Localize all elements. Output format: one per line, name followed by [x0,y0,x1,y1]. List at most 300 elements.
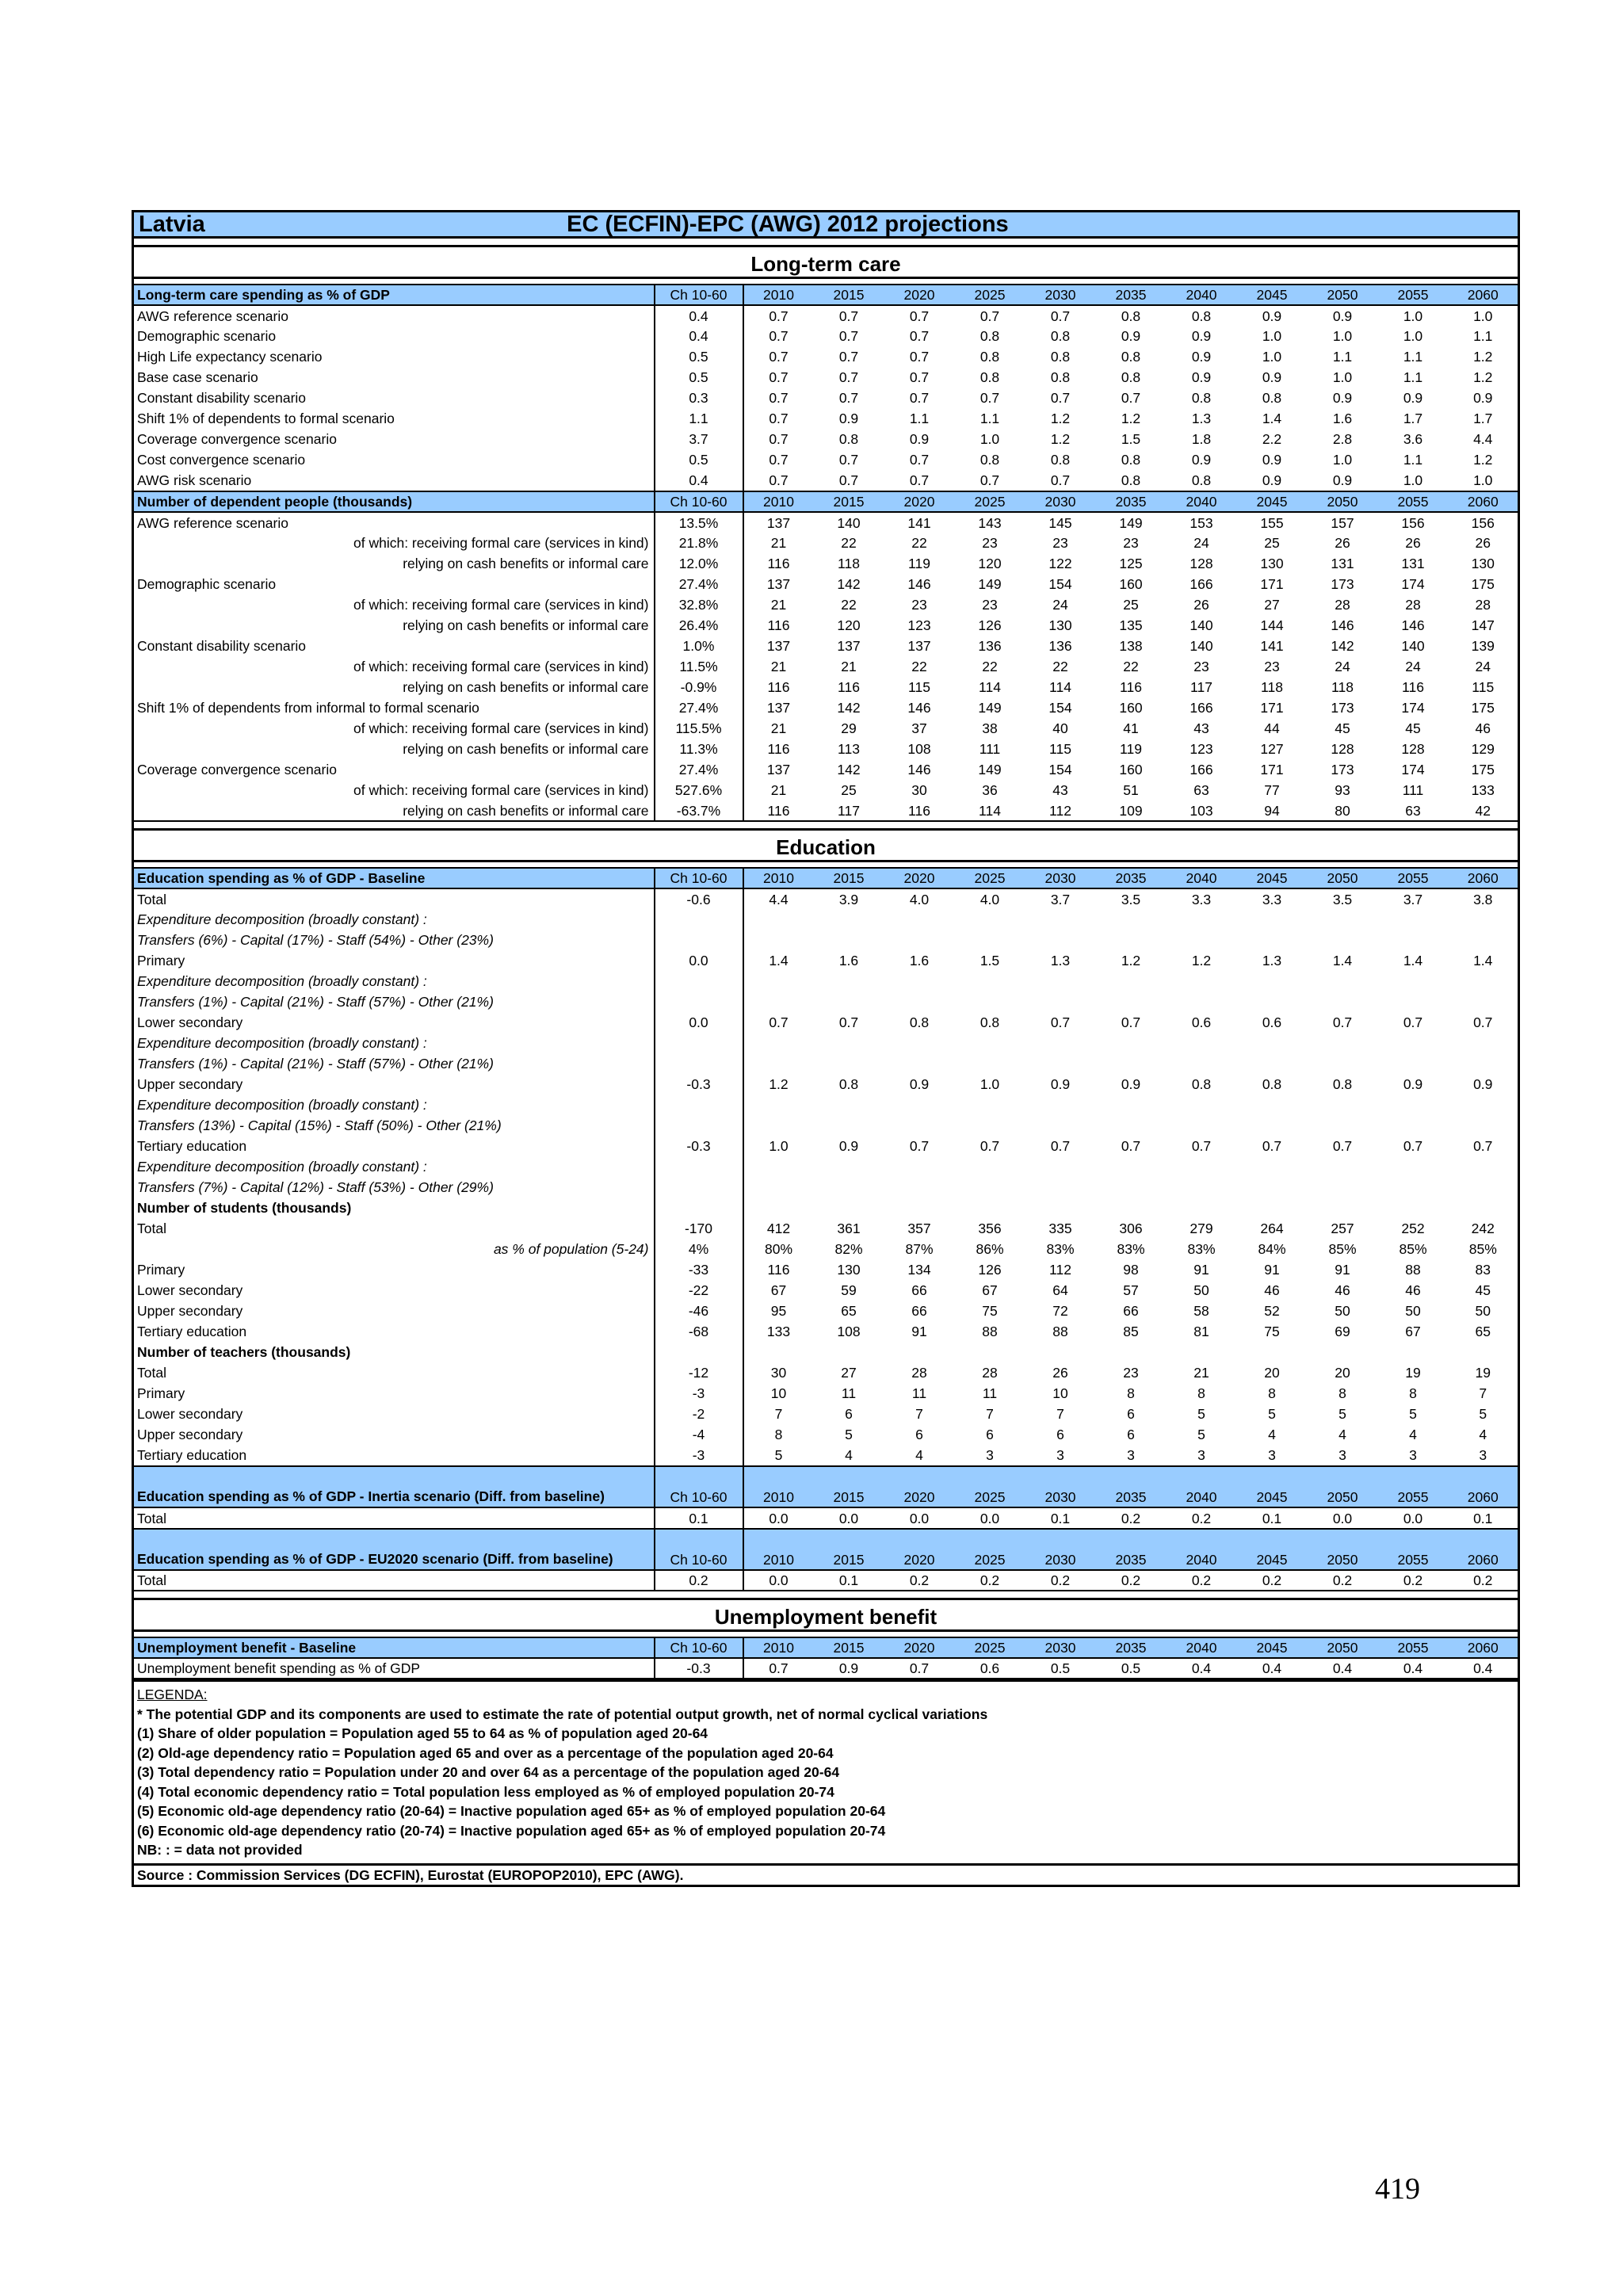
cell-value: 0.1 [1473,1510,1493,1526]
cell-value [884,1095,955,1115]
row-label: Tertiary education [137,1447,247,1463]
cell-value: 3.7 [655,429,743,449]
cell-value [1167,1053,1237,1074]
table-row [133,408,1519,429]
cell-value [884,909,955,930]
row-label: Demographic scenario [137,576,277,592]
cell-value [1096,1053,1167,1074]
cell-value: 154 [1048,700,1072,716]
cell-value: 1.0 [1403,472,1423,488]
cell-value: 67 [770,1282,787,1298]
column-header: 2020 [884,1637,955,1658]
row-label: Transfers (7%) - Capital (12%) - Staff (53%) - Other (29%) [137,1179,494,1195]
cell-value: 46 [1264,1282,1280,1298]
row-label: Lower secondary [137,1014,243,1030]
cell-value: 0.7 [743,1658,814,1679]
cell-value [1237,1095,1308,1115]
cell-value: 1.0 [1403,328,1423,344]
cell-value: 83% [1187,1241,1216,1257]
cell-value: 21 [841,659,857,674]
cell-value: 146 [1331,617,1354,633]
cell-value: 0.6 [1262,1014,1282,1030]
cell-value: 0.8 [1121,349,1141,365]
cell-value: 128 [1401,741,1425,757]
table-row [133,553,1519,574]
row-label: Upper secondary [137,1303,243,1319]
column-header: 2020 [884,1466,955,1507]
cell-value: 21 [770,720,787,736]
cell-value: 1.2 [1050,431,1071,447]
cell-value: 4 [1268,1427,1276,1442]
cell-value: 137 [907,638,931,654]
row-label: AWG reference scenario [137,308,288,324]
cell-value: 24 [1475,659,1491,674]
table-row [133,1095,1519,1115]
cell-value: 0.7 [1121,1138,1141,1154]
cell-value: 115.5% [655,718,743,739]
cell-value: 0.0 [1332,1510,1353,1526]
legend-line: (2) Old-age dependency ratio = Population aged 65 and over as a percentage of the population aged 20-64 [137,1744,834,1761]
cell-value: 135 [1119,617,1143,633]
cell-value: 24 [1405,659,1421,674]
cell-value: 0.2 [655,1570,743,1591]
cell-value: 3.5 [1332,891,1353,907]
cell-value: 26 [1475,535,1491,551]
table-row [133,930,1519,950]
cell-value: 116 [1120,679,1142,695]
cell-value: 116 [767,1262,790,1278]
cell-value: 0.7 [1191,1138,1212,1154]
cell-value: 8 [1197,1385,1205,1401]
cell-value [1449,1053,1519,1074]
cell-value: 3 [1479,1447,1487,1463]
cell-value: 23 [1123,1365,1139,1381]
cell-value: 6 [1056,1427,1064,1442]
column-header: 2040 [1167,868,1237,888]
source-note: Source : Commission Services (DG ECFIN), Eurostat (EUROPOP2010), EPC (AWG). [132,1866,1520,1887]
column-header: 2055 [1378,1466,1449,1507]
cell-value [1237,909,1308,930]
row-label: Lower secondary [137,1282,243,1298]
column-header: 2010 [743,1529,814,1570]
cell-value: 120 [978,556,1002,571]
cell-value: 123 [1190,741,1213,757]
cell-value: 4 [1409,1427,1417,1442]
cell-value: 0.8 [1050,452,1071,468]
cell-value: 1.0% [655,636,743,656]
cell-value: 0.9 [1191,328,1212,344]
table-header-row [133,285,1519,305]
cell-value: 50 [1475,1303,1491,1319]
row-label: relying on cash benefits or informal care [133,800,655,821]
cell-value: 0.9 [838,1138,859,1154]
cell-value: 0.9 [1262,472,1282,488]
cell-value: 116 [767,679,790,695]
cell-value [1025,991,1096,1012]
cell-value: -63.7% [655,800,743,821]
cell-value: 20 [1335,1365,1350,1381]
cell-value: 21 [770,597,787,613]
cell-value: 0.9 [838,411,859,426]
cell-value [955,1115,1025,1136]
column-header: 2020 [884,1529,955,1570]
cell-value: 0.9 [1191,369,1212,385]
cell-value: 0.7 [1050,308,1071,324]
table-row [133,1218,1519,1239]
column-header: 2055 [1378,285,1449,305]
column-header: 2060 [1449,1637,1519,1658]
cell-value: 114 [955,800,1025,821]
cell-value: 0.7 [1332,1138,1353,1154]
cell-value: 116 [743,800,814,821]
cell-value: -0.9% [655,677,743,697]
row-label: Primary [137,1262,185,1278]
cell-value: 77 [1264,782,1280,798]
cell-value: 59 [841,1282,857,1298]
cell-value: 23 [1052,535,1068,551]
cell-value: 0.9 [909,431,930,447]
cell-value [1167,1342,1237,1362]
cell-value: 1.7 [1403,411,1423,426]
table-row [133,950,1519,971]
cell-value: 137 [766,576,791,592]
cell-value: 7 [774,1406,783,1422]
cell-value: -0.6 [655,888,743,909]
cell-value: 5 [1197,1427,1205,1442]
cell-value [955,1095,1025,1115]
cell-value: 0.6 [955,1658,1025,1679]
cell-value: 6 [1127,1427,1135,1442]
cell-value: 67 [982,1282,998,1298]
cell-value: 160 [1119,700,1143,716]
cell-value: 0.8 [980,328,1000,344]
column-header: 2030 [1025,1637,1096,1658]
row-label: relying on cash benefits or informal care [403,617,649,633]
cell-value: 257 [1331,1221,1354,1236]
cell-value: 4 [1338,1427,1346,1442]
column-header: 2020 [884,491,955,512]
row-label: of which: receiving formal care (services in kind) [353,535,649,551]
cell-value: 63 [1378,800,1449,821]
cell-value: 64 [1052,1282,1068,1298]
table-row [133,739,1519,759]
cell-value [1167,1177,1237,1198]
column-header: 2055 [1378,1529,1449,1570]
cell-value: 0.6 [1191,1014,1212,1030]
cell-value: 0.8 [909,1014,930,1030]
cell-value: -22 [655,1280,743,1301]
cell-value: 5 [845,1427,853,1442]
cell-value: 0.0 [769,1510,789,1526]
cell-value: 0.4 [1308,1658,1378,1679]
cell-value [814,1033,884,1053]
cell-value: 1.0 [1332,369,1353,385]
cell-value: 20 [1264,1365,1280,1381]
cell-value: 23 [1264,659,1280,674]
cell-value: 136 [978,638,1002,654]
cell-value: 0.8 [1262,390,1282,406]
cell-value: 0.7 [838,452,859,468]
table-row [133,1424,1519,1445]
cell-value [1237,1053,1308,1074]
cell-value: 0.0 [980,1510,1000,1526]
cell-value [1308,991,1378,1012]
cell-value: 7 [986,1406,994,1422]
cell-value: 10 [1052,1385,1068,1401]
column-header: 2030 [1025,491,1096,512]
table-header-title: Education spending as % of GDP - Baseline [133,868,655,888]
column-header: 2040 [1167,285,1237,305]
cell-value [1167,991,1237,1012]
cell-value: 83% [1117,1241,1145,1257]
cell-value: 0.7 [769,328,789,344]
cell-value: 335 [1048,1221,1072,1236]
column-header: 2025 [955,1466,1025,1507]
column-header: Ch 10-60 [655,1637,743,1658]
cell-value: 28 [982,1365,998,1381]
cell-value [1025,1053,1096,1074]
column-header: 2045 [1237,491,1308,512]
cell-value: 83 [1475,1262,1491,1278]
cell-value: 28 [1405,597,1421,613]
table-row [133,470,1519,491]
cell-value: 45 [1335,720,1350,736]
cell-value: 149 [978,700,1002,716]
cell-value: 8 [774,1427,783,1442]
cell-value: 116 [1402,679,1424,695]
cell-value [1096,1033,1167,1053]
cell-value: 1.1 [1473,328,1493,344]
cell-value: 27.4% [655,759,743,780]
cell-value: 66 [911,1303,927,1319]
row-label: Shift 1% of dependents from informal to formal scenario [137,700,479,716]
row-label: Upper secondary [137,1076,243,1092]
column-header: 2045 [1237,868,1308,888]
cell-value [1449,1156,1519,1177]
cell-value [1096,1156,1167,1177]
cell-value [814,1198,884,1218]
table-row [133,1404,1519,1424]
cell-value: 1.1 [909,411,930,426]
cell-value: -2 [655,1404,743,1424]
ltc-dependents-table [132,491,1520,822]
column-header: 2010 [743,868,814,888]
cell-value: 137 [766,514,791,531]
cell-value [814,991,884,1012]
cell-value: 1.2 [1191,953,1212,968]
cell-value [1449,991,1519,1012]
column-header: 2010 [743,285,814,305]
cell-value: 42 [1449,800,1519,821]
cell-value [1449,909,1519,930]
cell-value: 0.2 [1378,1570,1449,1591]
cell-value: 0.0 [655,1012,743,1033]
cell-value: 0.9 [1121,1076,1141,1092]
cell-value [1237,1115,1308,1136]
cell-value: -12 [655,1362,743,1383]
cell-value: 19 [1475,1365,1491,1381]
cell-value: 21 [770,782,787,798]
cell-value: 361 [837,1221,861,1236]
cell-value: 0.7 [1050,390,1071,406]
cell-value: 126 [978,1262,1002,1278]
column-header: 2040 [1167,1637,1237,1658]
cell-value: 112 [1025,800,1096,821]
column-header: 2035 [1096,285,1167,305]
column-header: 2045 [1237,285,1308,305]
row-label: Expenditure decomposition (broadly constant) : [137,1035,427,1051]
cell-value [1025,930,1096,950]
cell-value: 142 [837,700,861,716]
cell-value [743,971,814,991]
column-header: 2045 [1237,1529,1308,1570]
cell-value: 84% [1258,1241,1286,1257]
cell-value: 1.5 [1121,431,1141,447]
cell-value: 154 [1048,576,1072,592]
cell-value: 0.7 [838,369,859,385]
cell-value: 98 [1123,1262,1139,1278]
cell-value: 29 [841,720,857,736]
cell-value [955,1053,1025,1074]
cell-value: 0.4 [1167,1658,1237,1679]
cell-value: 4% [655,1239,743,1259]
cell-value [743,1156,814,1177]
cell-value: 8 [1127,1385,1135,1401]
column-header: 2030 [1025,1529,1096,1570]
cell-value [1378,991,1449,1012]
cell-value: 46 [1475,720,1491,736]
cell-value: 0.4 [1237,1658,1308,1679]
cell-value [1449,971,1519,991]
cell-value: 8 [1268,1385,1276,1401]
cell-value: 4 [1479,1427,1487,1442]
row-label: Constant disability scenario [137,638,307,654]
cell-value: 0.2 [1191,1510,1212,1526]
cell-value: 156 [1471,514,1495,531]
legend-line: (3) Total dependency ratio = Population under 20 and over 64 as a percentage of the population aged 20-64 [137,1764,840,1780]
cell-value: 43 [1052,782,1068,798]
cell-value [884,1053,955,1074]
cell-value [743,1198,814,1218]
table-row [133,1136,1519,1156]
cell-value: 0.8 [1191,308,1212,324]
cell-value: 0.1 [814,1570,884,1591]
cell-value [655,1033,743,1053]
cell-value: 137 [766,700,791,716]
cell-value [814,971,884,991]
cell-value: 8 [1409,1385,1417,1401]
cell-value [1237,1177,1308,1198]
cell-value [1167,971,1237,991]
cell-value: 142 [1331,638,1354,654]
cell-value: 1.4 [1473,953,1493,968]
cell-value [743,1053,814,1074]
cell-value: 0.8 [1191,390,1212,406]
cell-value: 3 [986,1447,994,1463]
edu-baseline-table [132,867,1520,1465]
table-header-row [133,1466,1519,1507]
cell-value [1378,1115,1449,1136]
cell-value: 111 [979,741,1001,757]
column-header: 2030 [1025,285,1096,305]
cell-value [1308,1053,1378,1074]
cell-value: 146 [907,576,931,592]
table-row [133,388,1519,408]
table-row [133,346,1519,367]
cell-value: 46 [1335,1282,1350,1298]
cell-value: 155 [1260,514,1284,531]
cell-value: 1.1 [1403,452,1423,468]
cell-value: 115 [1049,741,1071,757]
cell-value: 144 [1260,617,1284,633]
cell-value: 58 [1193,1303,1209,1319]
cell-value: 80% [764,1241,793,1257]
cell-value [655,909,743,930]
cell-value: 5 [1479,1406,1487,1422]
cell-value: 0.9 [1121,328,1141,344]
cell-value: 0.2 [1121,1510,1141,1526]
cell-value: 118 [1261,679,1283,695]
cell-value: 4 [915,1447,923,1463]
column-header: 2020 [884,868,955,888]
cell-value: 173 [1331,576,1354,592]
cell-value: 25 [841,782,857,798]
cell-value [1167,1156,1237,1177]
cell-value: 139 [1471,638,1495,654]
cell-value: 0.5 [655,367,743,388]
row-label: Primary [137,1385,185,1401]
table-row [133,305,1519,326]
column-header: 2025 [955,868,1025,888]
cell-value: 0.9 [909,1076,930,1092]
column-header: Ch 10-60 [655,491,743,512]
cell-value: 0.7 [769,308,789,324]
table-row [133,1342,1519,1362]
cell-value: 3 [1268,1447,1276,1463]
cell-value: 75 [982,1303,998,1319]
table-row [133,574,1519,594]
column-header: 2035 [1096,868,1167,888]
cell-value: 125 [1119,556,1143,571]
cell-value: 3 [1409,1447,1417,1463]
cell-value: 5 [1268,1406,1276,1422]
cell-value: 50 [1193,1282,1209,1298]
cell-value: 1.3 [1262,953,1282,968]
cell-value: 103 [1167,800,1237,821]
column-header: 2025 [955,491,1025,512]
table-row [133,656,1519,677]
cell-value: 1.0 [769,1138,789,1154]
cell-value: 38 [982,720,998,736]
cell-value: 357 [907,1221,931,1236]
cell-value: 137 [837,638,861,654]
cell-value: 146 [1401,617,1425,633]
cell-value: 6 [1127,1406,1135,1422]
cell-value: 0.0 [838,1510,859,1526]
cell-value [1378,971,1449,991]
cell-value: -0.3 [655,1074,743,1095]
cell-value: 112 [1049,1262,1071,1278]
legend-line: (6) Economic old-age dependency ratio (20-74) = Inactive population aged 65+ as % of employed population 20-74 [137,1822,886,1839]
cell-value [1025,1156,1096,1177]
cell-value [814,1095,884,1115]
cell-value: 28 [1475,597,1491,613]
cell-value [1237,971,1308,991]
table-header-title: Number of dependent people (thousands) [133,491,655,512]
cell-value: 119 [1120,741,1142,757]
cell-value: 116 [838,679,860,695]
cell-value: 149 [978,576,1002,592]
